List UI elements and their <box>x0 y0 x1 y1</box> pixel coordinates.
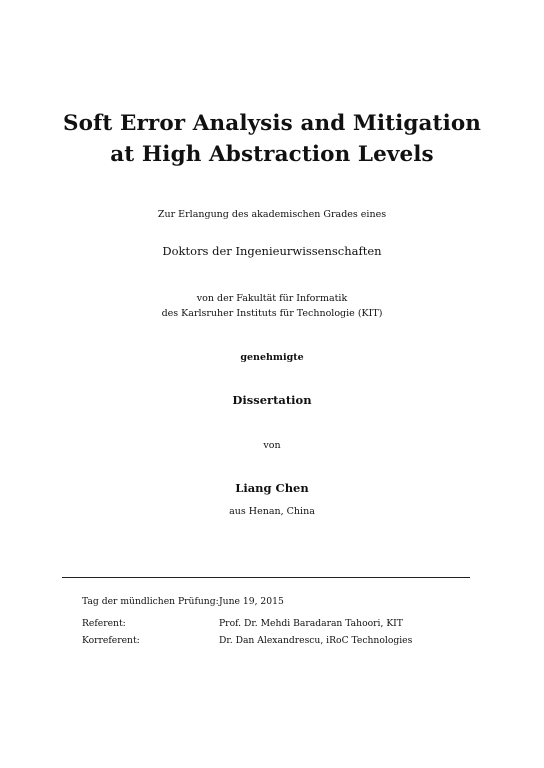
referee-value: Prof. Dr. Mehdi Baradaran Tahoori, KIT <box>219 618 403 629</box>
thesis-title-line-1: Soft Error Analysis and Mitigation <box>62 111 482 136</box>
co-referee-value: Dr. Dan Alexandrescu, iRoC Technologies <box>219 635 413 646</box>
exam-date-value: June 19, 2015 <box>219 596 284 607</box>
faculty-line-1: von der Fakultät für Informatik <box>196 293 348 304</box>
approval-text: genehmigte <box>240 352 304 363</box>
degree-intro: Zur Erlangung des akademischen Grades eines <box>157 209 387 220</box>
degree-name: Doktors der Ingenieurwissenschaften <box>162 244 382 258</box>
thesis-title <box>0 108 544 170</box>
co-referee-label: Korreferent: <box>82 635 140 646</box>
author-origin: aus Henan, China <box>229 506 315 517</box>
faculty-line-2: des Karlsruher Instituts für Technologie (KIT) <box>161 308 383 319</box>
by-label: von <box>263 440 281 451</box>
thesis-title-line-2: at High Abstraction Levels <box>110 142 434 167</box>
horizontal-rule <box>62 577 470 578</box>
referee-label: Referent: <box>82 618 126 629</box>
document-type: Dissertation <box>232 393 312 407</box>
author-name: Liang Chen <box>235 481 309 495</box>
exam-date-label: Tag der mündlichen Prüfung: <box>82 596 219 607</box>
